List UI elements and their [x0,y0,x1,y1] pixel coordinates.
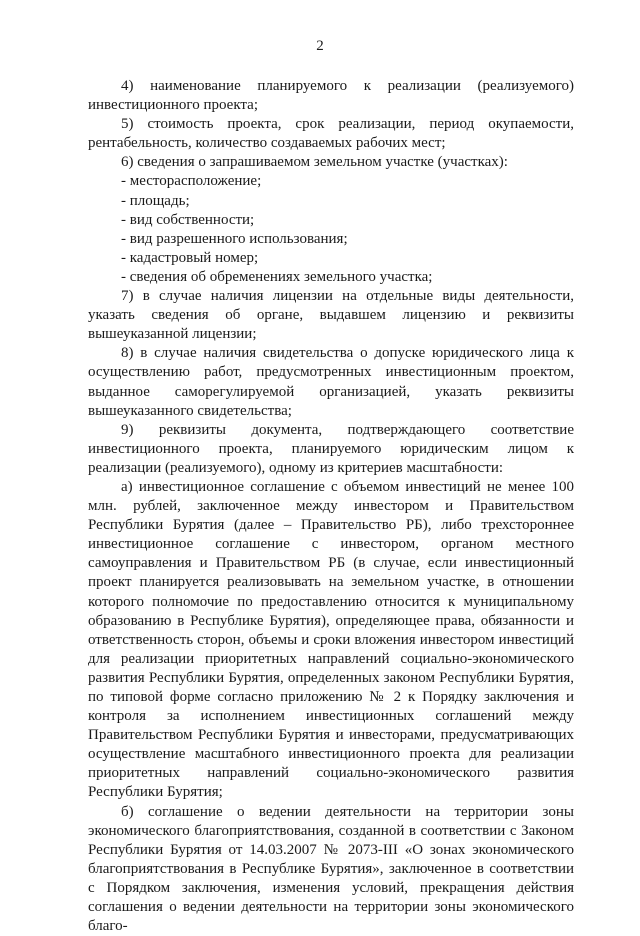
list-item-area: - площадь; [121,192,190,209]
list-item-encumbrances: - сведения об обременениях земельного участка; [121,268,433,285]
paragraph-item-4: 4) наименование планируемого к реализации (реализуемого) инвестиционного проекта; [88,78,574,114]
paragraph-item-8: 8) в случае наличия свидетельства о допуске юридического лица к осуществлению работ, предусмотренных инвестиционным проектом, выданное саморегулируемой организацией, указать реквизиты вышеуказанного свидетельства; [88,345,574,419]
list-item-permitted-use: - вид разрешенного использования; [121,230,348,247]
paragraph-item-9: 9) реквизиты документа, подтверждающего соответствие инвестиционного проекта, планируемого юридическим лицом к реализации (реализуемого), одному из критериев масштабности: [88,421,574,476]
paragraph-item-7: 7) в случае наличия лицензии на отдельные виды деятельности, указать сведения об органе, выдавшем лицензию и реквизиты вышеуказанной лицензии; [88,288,574,343]
paragraph-subitem-b: б) соглашение о ведении деятельности на территории зоны экономического благоприятствования, созданной в соответствии с Законом Республики Бурятия от 14.03.2007 № 2073-III «О зонах экономического благоприятствования в Республике Бурятия», заключенное в соответствии с Порядком заключения, изменения условий, прекращения действия соглашения о ведении деятельности на территории зоны экономического благо- [88,803,574,935]
document-body [88,77,574,936]
paragraph-subitem-a: а) инвестиционное соглашение с объемом инвестиций не менее 100 млн. рублей, заключенное между инвестором и Правительством Республики Бурятия (далее – Правительство РБ), либо трехстороннее инвестиционное соглашение с инвестором, органом местного самоуправления и Правительством РБ (в случае, если инвестиционный проект планируется реализовывать на земельном участке, в отношении которого полномочие по предоставлению относится к муниципальному образованию в Республике Бурятия), определяющее права, обязанности и ответственность сторон, объемы и сроки вложения инвестором инвестиций для реализации приоритетных направлений социально-экономического развития Республики Бурятия, определенных законом Республики Бурятия, по типовой форме согласно приложению № 2 к Порядку заключения и контроля за исполнением инвестиционных соглашений между Правительством Республики Бурятия и инвесторами, предусматривающих осуществление масштабного инвестиционного проекта для реализации приоритетных направлений социально-экономического развития Республики Бурятия; [88,478,574,801]
page-number: 2 [316,38,324,54]
list-item-location: - месторасположение; [121,173,262,190]
paragraph-item-5: 5) стоимость проекта, срок реализации, период окупаемости, рентабельность, количество создаваемых рабочих мест; [88,116,574,152]
paragraph-item-6: 6) сведения о запрашиваемом земельном участке (участках): [121,154,508,171]
list-item-ownership: - вид собственности; [121,211,255,228]
list-item-cadastral-number: - кадастровый номер; [121,249,259,266]
